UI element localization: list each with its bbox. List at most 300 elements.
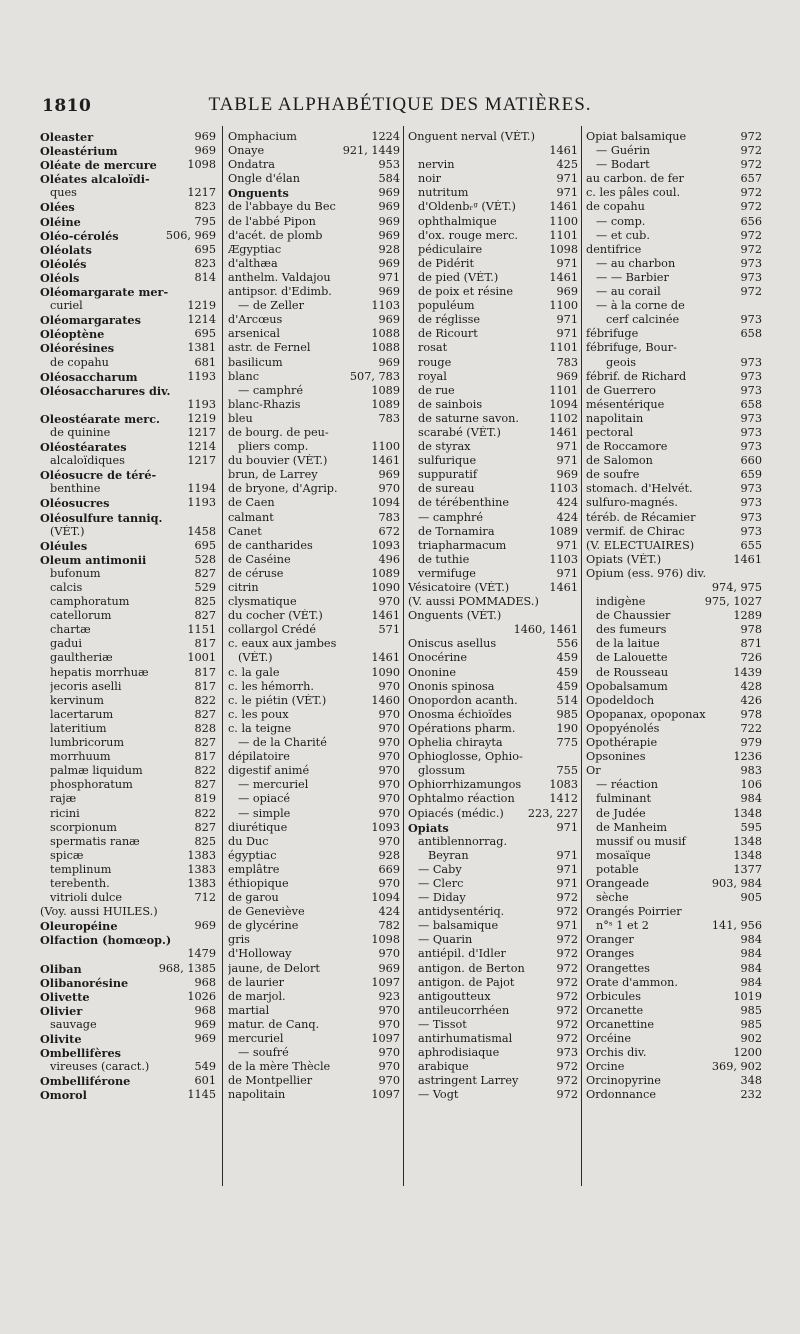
index-entry [408,595,578,609]
entry-term: mésentérique [586,397,665,411]
entry-page-ref: 819 [194,792,216,806]
entry-term: Opsonines [586,750,646,764]
entry-term: suppuratif [418,468,478,482]
entry-page-ref: 459 [556,651,578,665]
index-entry [40,651,216,665]
entry-page-ref: 970 [378,1046,400,1060]
entry-term: de céruse [228,566,284,580]
entry-term: Oleastérium [40,144,118,159]
entry-term: Opobalsamum [586,679,668,693]
index-entry [40,962,216,976]
entry-term: Oranges [586,947,635,961]
index-entry [40,454,216,468]
entry-term: phosphoratum [50,778,133,792]
index-entry [586,1018,762,1032]
index-entry [408,553,578,567]
entry-page-ref: 970 [378,595,400,609]
entry-page-ref: 828 [194,721,216,735]
entry-term: Ombelliférone [40,1074,131,1089]
entry-page-ref: 971 [556,256,578,270]
entry-term: catellorum [50,609,112,623]
index-entry [40,609,216,623]
entry-page-ref: 1214 [187,440,216,454]
index-entry [586,426,762,440]
entry-page-ref: 722 [740,721,762,735]
entry-page-ref: 814 [194,270,216,284]
entry-term: brun, de Larrey [228,468,318,482]
index-entry [228,750,400,764]
index-entry [586,454,762,468]
index-entry [408,496,578,510]
index-entry [228,539,400,553]
entry-page-ref: 1461 [549,581,578,594]
entry-term: Oleaster [40,130,94,144]
entry-page-ref: 972 [556,1003,578,1017]
index-entry [408,525,578,539]
index-entry [586,609,762,623]
entry-page-ref: 1089 [371,566,400,580]
entry-page-ref: 1217 [187,454,216,468]
entry-term: scarabé (VÉT.) [418,425,501,439]
entry-page-ref: 973 [740,256,762,270]
entry-page-ref: 970 [378,764,400,778]
entry-term: (Voy. aussi HUILES.) [40,905,158,919]
entry-page-ref: 660 [740,454,762,468]
entry-term: chartæ [50,623,91,637]
entry-page-ref: 970 [378,1003,400,1017]
entry-term: de saturne savon. [418,411,519,425]
entry-term: templinum [50,862,112,876]
entry-term: calcis [50,581,83,594]
index-entry [228,1060,400,1074]
entry-page-ref: 1289 [733,609,762,623]
entry-term: mussif ou musif [596,834,686,848]
entry-page-ref: 972 [556,1088,578,1102]
entry-term: geois [606,355,637,369]
entry-term: Orcine [586,1060,625,1074]
index-entry [228,976,400,990]
index-entry [586,1032,762,1046]
entry-page-ref: 712 [194,891,216,905]
entry-page-ref: 1461 [733,552,762,566]
index-entry [228,637,400,651]
index-entry [40,144,216,158]
entry-page-ref: 972 [556,933,578,947]
index-entry [228,609,400,623]
entry-term: de Rousseau [596,665,669,679]
entry-page-ref: 672 [378,524,400,538]
entry-term: Olibanorésine [40,975,129,990]
entry-term: cerf calcinée [606,313,680,327]
entry-term: Onosma échioïdes [408,707,512,721]
entry-page-ref: 970 [378,482,400,496]
index-entry [586,539,762,553]
index-entry [586,172,762,186]
entry-term: pédiculaire [418,242,483,256]
entry-term: antipsor. d'Edimb. [228,285,332,299]
entry-term: Orcéine [586,1032,632,1045]
index-entry [408,863,578,877]
entry-page-ref: 459 [556,679,578,693]
entry-page-ref: 1089 [371,397,400,411]
entry-term: de quinine [50,425,111,439]
entry-term: fébrifuge, Bour- [586,341,677,355]
index-entry [408,976,578,990]
index-entry [40,313,216,327]
index-entry [40,370,216,384]
entry-term: Oleum antimonii [40,552,147,567]
index-entry [228,567,400,581]
entry-page-ref: 823 [194,200,216,214]
index-entry [408,694,578,708]
entry-term: Ophioglosse, Ophio- [408,750,523,764]
index-entry [408,299,578,313]
entry-term: de l'abbé Pipon [228,214,316,228]
entry-term: Oléine [40,214,81,229]
entry-page-ref: 972 [556,1060,578,1074]
entry-page-ref [759,341,762,355]
entry-term: (V. ELECTUAIRES) [586,538,695,552]
entry-term: stomach. d'Helvét. [586,482,693,496]
entry-page-ref: 1383 [187,876,216,890]
entry-term: digestif animé [228,764,310,778]
index-entry [408,651,578,665]
entry-page-ref: 970 [378,1074,400,1088]
index-entry [40,1018,216,1032]
entry-page-ref: 984 [740,947,762,961]
entry-page-ref: 1090 [371,581,400,594]
index-entry [586,341,762,355]
entry-term: Oléosucres [40,496,110,511]
index-entry [40,468,216,482]
entry-page-ref: 1094 [371,496,400,510]
entry-term: (VÉT.) [238,651,273,665]
entry-term: Oléosucre de téré- [40,468,157,483]
entry-term: de rue [418,383,455,397]
entry-page-ref: 969 [556,468,578,482]
index-entry [586,778,762,792]
entry-page-ref: 783 [378,411,400,425]
entry-page-ref: 971 [378,270,400,284]
entry-term: gris [228,933,250,947]
index-entry [408,1060,578,1074]
index-entry [40,257,216,271]
index-entry [586,792,762,806]
entry-page-ref: 972 [740,285,762,299]
entry-page-ref: 971 [556,172,578,186]
index-entry [40,863,216,877]
entry-term: gaultheriæ [50,651,113,665]
entry-term: astringent Larrey [418,1074,519,1088]
entry-page-ref: 825 [194,595,216,609]
index-entry [586,525,762,539]
index-entry [586,947,762,961]
entry-term: téréb. de Récamier [586,510,696,524]
index-entry [586,412,762,426]
index-entry [586,694,762,708]
index-entry [586,933,762,947]
index-entry [586,708,762,722]
index-entry [40,496,216,510]
entry-term: — à la corne de [596,299,685,313]
entry-page-ref [575,595,578,609]
index-entry [408,666,578,680]
entry-term: bleu [228,411,253,425]
entry-page-ref: 428 [740,679,762,693]
entry-term: de bourg. de peu- [228,425,329,439]
index-entry [586,680,762,694]
entry-term: Or [586,764,601,778]
entry-page-ref [397,637,400,651]
entry-term: antigon. de Pajot [418,975,515,989]
entry-term: de l'abbaye du Bec [228,200,336,214]
index-entry [228,947,400,961]
index-column-3 [408,130,578,1188]
index-entry [228,313,400,327]
entry-term: matur. de Canq. [228,1017,320,1031]
index-entry [408,158,578,172]
entry-term: — Caby [418,862,462,876]
entry-page-ref: 1381 [187,341,216,355]
index-entry [586,327,762,341]
entry-term: Oléolés [40,256,87,271]
index-entry [40,581,216,595]
entry-term: Opothérapie [586,736,658,750]
index-entry [408,215,578,229]
entry-term: antileucorrhéen [418,1003,510,1017]
entry-page-ref: 1098 [371,933,400,947]
index-entry [408,200,578,214]
index-entry [40,792,216,806]
index-entry [586,200,762,214]
entry-page-ref [575,609,578,623]
entry-term: — au charbon [596,256,676,270]
entry-term: c. eaux aux jambes [228,637,337,651]
index-entry [586,468,762,482]
index-entry [408,186,578,200]
index-entry [408,243,578,257]
entry-page-ref: 969 [378,214,400,228]
entry-term: indigène [596,595,646,609]
index-entry [408,1074,578,1088]
entry-term: n°ˢ 1 et 2 [596,919,649,933]
entry-page-ref [213,384,216,398]
index-entry [228,1032,400,1046]
index-entry [408,229,578,243]
entry-page-ref: 1094 [549,397,578,411]
entry-term: Vésicatoire (VÉT.) [408,581,510,594]
index-entry [40,426,216,440]
index-entry [40,299,216,313]
index-entry [228,426,400,440]
entry-page-ref: 969 [378,200,400,214]
index-entry [408,778,578,792]
index-entry [586,877,762,891]
entry-page-ref: 1098 [549,242,578,256]
entry-page-ref: 827 [194,820,216,834]
entry-term: antigon. de Berton [418,961,525,975]
index-entry [228,412,400,426]
index-entry [408,891,578,905]
entry-page-ref: 1193 [187,369,216,383]
entry-page-ref: 972 [556,989,578,1003]
index-entry [586,821,762,835]
index-entry [408,680,578,694]
column-rule [581,126,582,1186]
entry-page-ref: 549 [194,1060,216,1074]
index-entry [228,229,400,243]
entry-page-ref: 971 [556,566,578,580]
index-entry [228,736,400,750]
index-entry [408,1046,578,1060]
entry-page-ref: 827 [194,707,216,721]
index-entry [228,651,400,665]
entry-term: de laurier [228,975,284,989]
index-entry [40,271,216,285]
index-entry [408,581,578,595]
index-entry [40,356,216,370]
entry-term: basilicum [228,355,283,369]
entry-term: jecoris aselli [50,679,122,693]
entry-term: antidysentériq. [418,905,505,919]
index-entry [40,637,216,651]
entry-page-ref: 1103 [371,299,400,313]
entry-term: Omorol [40,1088,87,1103]
entry-term: kervinum [50,693,104,707]
entry-term: nervin [418,158,455,172]
entry-page-ref: 822 [194,764,216,778]
entry-term: de Caséine [228,552,291,566]
entry-term: Ophelia chirayta [408,736,503,750]
entry-term: — Tissot [418,1017,467,1031]
index-entry [228,905,400,919]
entry-page-ref: 425 [556,158,578,172]
entry-page-ref: 657 [740,172,762,186]
entry-page-ref: 1088 [371,341,400,355]
index-entry [228,398,400,412]
entry-term: du Duc [228,834,269,848]
index-entry [40,482,216,496]
entry-page-ref: 1093 [371,820,400,834]
index-entry [40,694,216,708]
entry-term: morrhuum [50,750,111,764]
entry-page-ref: 975, 1027 [704,595,762,609]
entry-page-ref: 822 [194,693,216,707]
entry-page-ref: 827 [194,736,216,750]
index-entry [586,1046,762,1060]
entry-page-ref: 973 [740,270,762,284]
entry-term: — comp. [596,214,646,228]
entry-page-ref: 971 [556,876,578,890]
entry-page-ref: 970 [378,750,400,764]
entry-term: Ombellifères [40,1046,121,1061]
entry-term: nutritum [418,186,469,200]
entry-page-ref: 969 [378,961,400,975]
entry-page-ref: 584 [378,172,400,186]
index-entry [40,990,216,1004]
entry-page-ref: 969 [556,285,578,299]
entry-term [408,144,546,158]
page-number: 1810 [42,96,92,116]
entry-page-ref: 507, 783 [349,369,400,383]
entry-term: antiépil. d'Idler [418,947,506,961]
entry-term: — Diday [418,891,466,905]
entry-term: d'althæa [228,256,278,270]
index-entry [228,172,400,186]
entry-page-ref: 782 [378,919,400,933]
entry-page-ref: 695 [194,327,216,341]
entry-page-ref: 970 [378,947,400,961]
entry-page-ref: 1348 [733,848,762,862]
entry-page-ref: 658 [740,397,762,411]
index-entry [228,849,400,863]
entry-page-ref: 985 [740,1017,762,1031]
entry-page-ref: 1461 [371,609,400,623]
index-entry [40,200,216,214]
index-entry [586,919,762,933]
entry-page-ref: 972 [740,200,762,214]
entry-page-ref: 984 [740,933,762,947]
index-entry [408,1004,578,1018]
entry-term: de térébenthine [418,496,510,510]
index-entry [228,299,400,313]
entry-page-ref [213,1046,216,1060]
index-entry [586,158,762,172]
index-entry [228,454,400,468]
entry-term: c. les poux [228,707,289,721]
entry-term: des fumeurs [596,623,667,637]
entry-page-ref: 902 [740,1032,762,1045]
entry-term: lateritium [50,721,107,735]
index-entry [586,1088,762,1102]
index-entry [586,863,762,877]
entry-term: antirhumatismal [418,1032,513,1045]
entry-page-ref: 921, 1449 [342,144,400,158]
entry-page-ref: 928 [378,242,400,256]
entry-term: c. la gale [228,665,280,679]
entry-term: de Lalouette [596,651,668,665]
entry-term: rajæ [50,792,77,806]
index-entry [228,877,400,891]
entry-page-ref: 969 [194,144,216,158]
index-entry [40,440,216,454]
entry-term: Opopyénolés [586,721,660,735]
index-entry [586,962,762,976]
index-entry [586,553,762,567]
entry-page-ref: 775 [556,736,578,750]
entry-page-ref: 984 [740,975,762,989]
index-entry [40,553,216,567]
entry-page-ref: 506, 969 [165,228,216,242]
entry-term: de la laitue [596,637,660,651]
index-entry [408,412,578,426]
entry-page-ref: 969 [378,186,400,200]
index-entry [228,962,400,976]
index-entry [408,637,578,651]
index-entry [228,215,400,229]
entry-term: lumbricorum [50,736,125,750]
entry-term: — Bodart [596,158,650,172]
entry-term: Oléosulfure tanniq. [40,510,163,525]
page-title: TABLE ALPHABÉTIQUE DES MATIÈRES. [208,94,592,115]
index-entry [40,341,216,355]
index-entry [228,863,400,877]
entry-page-ref: 971 [556,327,578,341]
index-entry [408,933,578,947]
entry-page-ref: 973 [740,369,762,383]
entry-term: éthiopique [228,876,289,890]
index-entry [408,271,578,285]
